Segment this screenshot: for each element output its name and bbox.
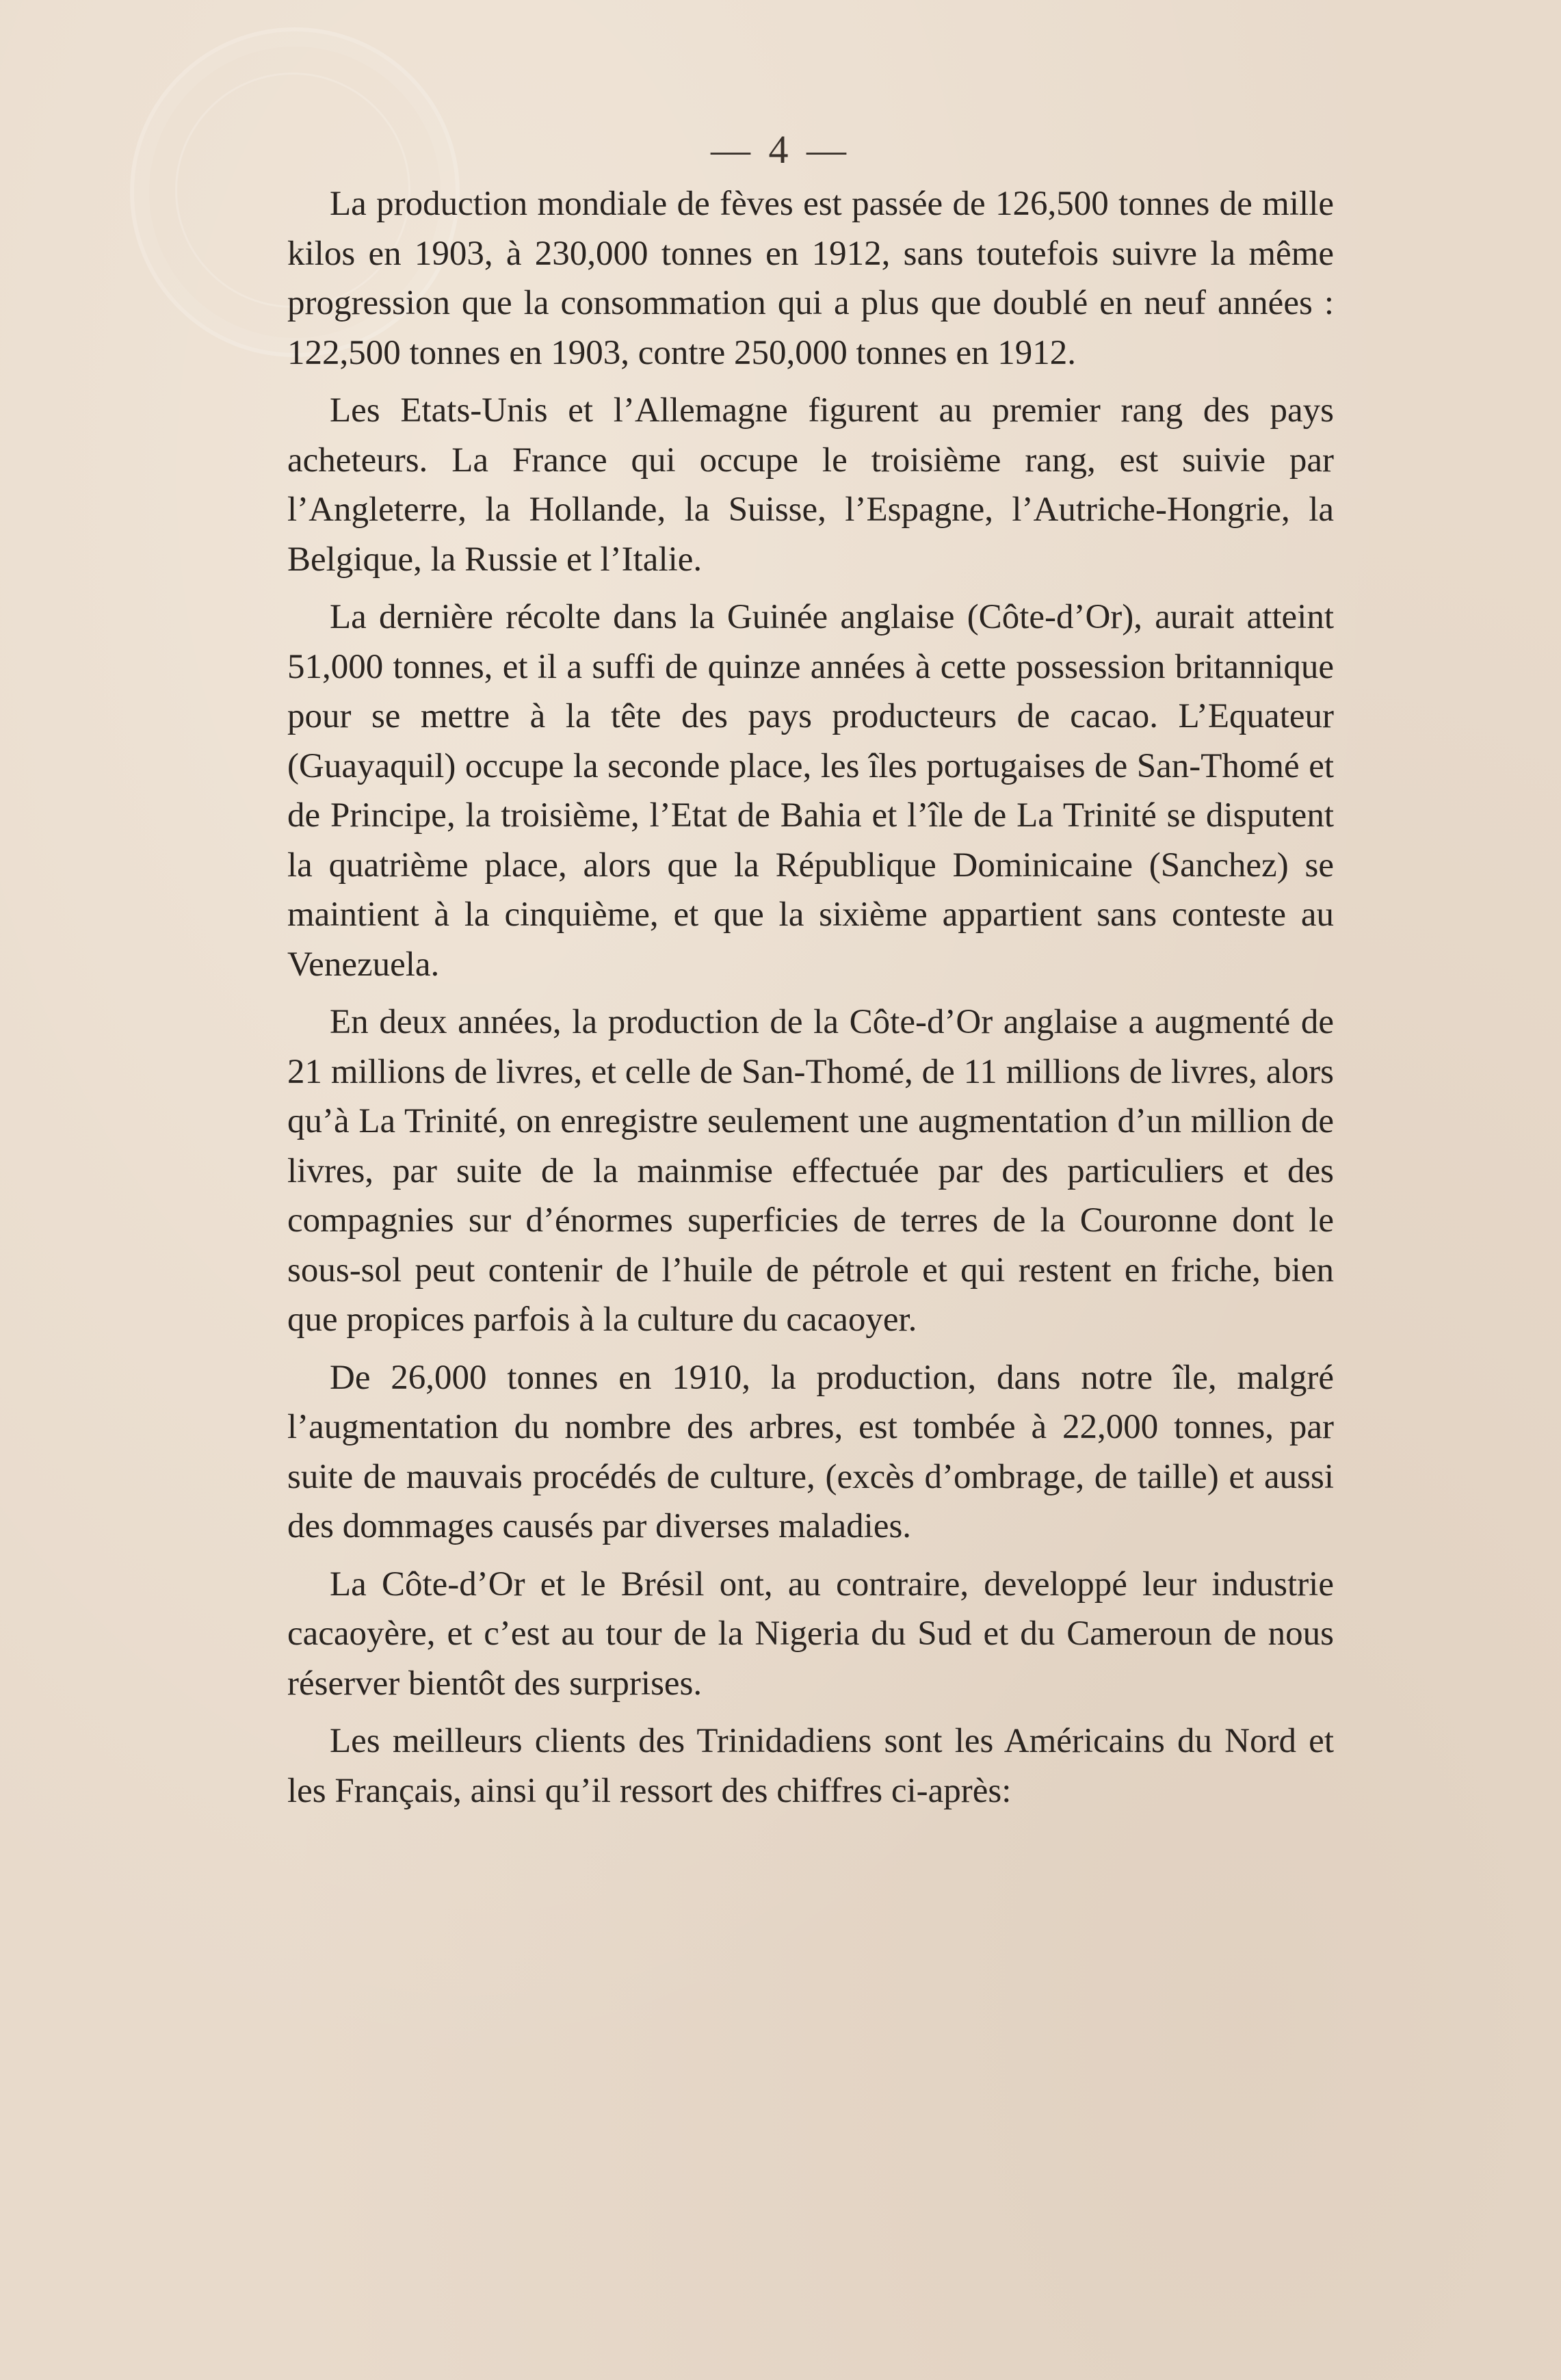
paragraph-producer-ranking: La dernière récolte dans la Guinée anglaise (Côte-d’Or), aurait atteint 51,000 tonnes, et il a suffi de quinze années à cette possession britannique pour se mettre à la tête des pays producteurs de cacao. L’Equateur (Guayaquil) occupe la seconde place, les îles portugaises de San-Thomé et de Principe, la troisième, l’Etat de Bahia et l’île de La Trinité se disputent la quatrième place, alors que la République Dominicaine (Sanchez) se maintient à la cinquième, et que la sixième appartient sans conteste au Venezuela. <box>287 598 1334 984</box>
paragraph-world-production: La production mondiale de fèves est passée de 126,500 tonnes de mille kilos en 1903, à 230,000 tonnes en 1912, sans toutefois suivre la même progression que la consommation qui a plus que doublé en neuf années : 122,500 tonnes en 1903, contre 250,000 tonnes en 1912. <box>287 185 1334 372</box>
paragraph-trinidad-decline: De 26,000 tonnes en 1910, la production, dans notre île, malgré l’augmentation du nombre des arbres, est tombée à 22,000 tonnes, par suite de mauvais procédés de culture, (excès d’ombrage, de taille) et aussi des dommages causés par diverses maladies. <box>287 1358 1334 1545</box>
page-number: — 4 — <box>711 127 850 172</box>
paragraph-buying-countries: Les Etats-Unis et l’Allemagne figurent au premier rang des pays acheteurs. La France qui occupe le troisième rang, est suivie par l’Angleterre, la Hollande, la Suisse, l’Espagne, l’Autriche-Hongrie, la Belgique, la Russie et l’Italie. <box>287 391 1334 579</box>
body-text <box>287 179 1334 1824</box>
paragraph-production-growth: En deux années, la production de la Côte-d’Or anglaise a augmenté de 21 millions de livres, et celle de San-Thomé, de 11 millions de livres, alors qu’à La Trinité, on enregistre seulement une augmentation d’un million de livres, par suite de la mainmise effectuée par des particuliers et des compagnies sur d’énormes superficies de terres de la Couronne dont le sous-sol peut contenir de l’huile de pétrole et qui restent en friche, bien que propices parfois à la culture du cacaoyer. <box>287 1003 1334 1339</box>
paragraph-best-clients: Les meilleurs clients des Trinidadiens sont les Américains du Nord et les Français, ainsi qu’il ressort des chiffres ci-après: <box>287 1722 1334 1810</box>
paragraph-gold-coast-brazil: La Côte-d’Or et le Brésil ont, au contraire, developpé leur industrie cacaoyère, et c’est au tour de la Nigeria du Sud et du Cameroun de nous réserver bientôt des surprises. <box>287 1565 1334 1703</box>
